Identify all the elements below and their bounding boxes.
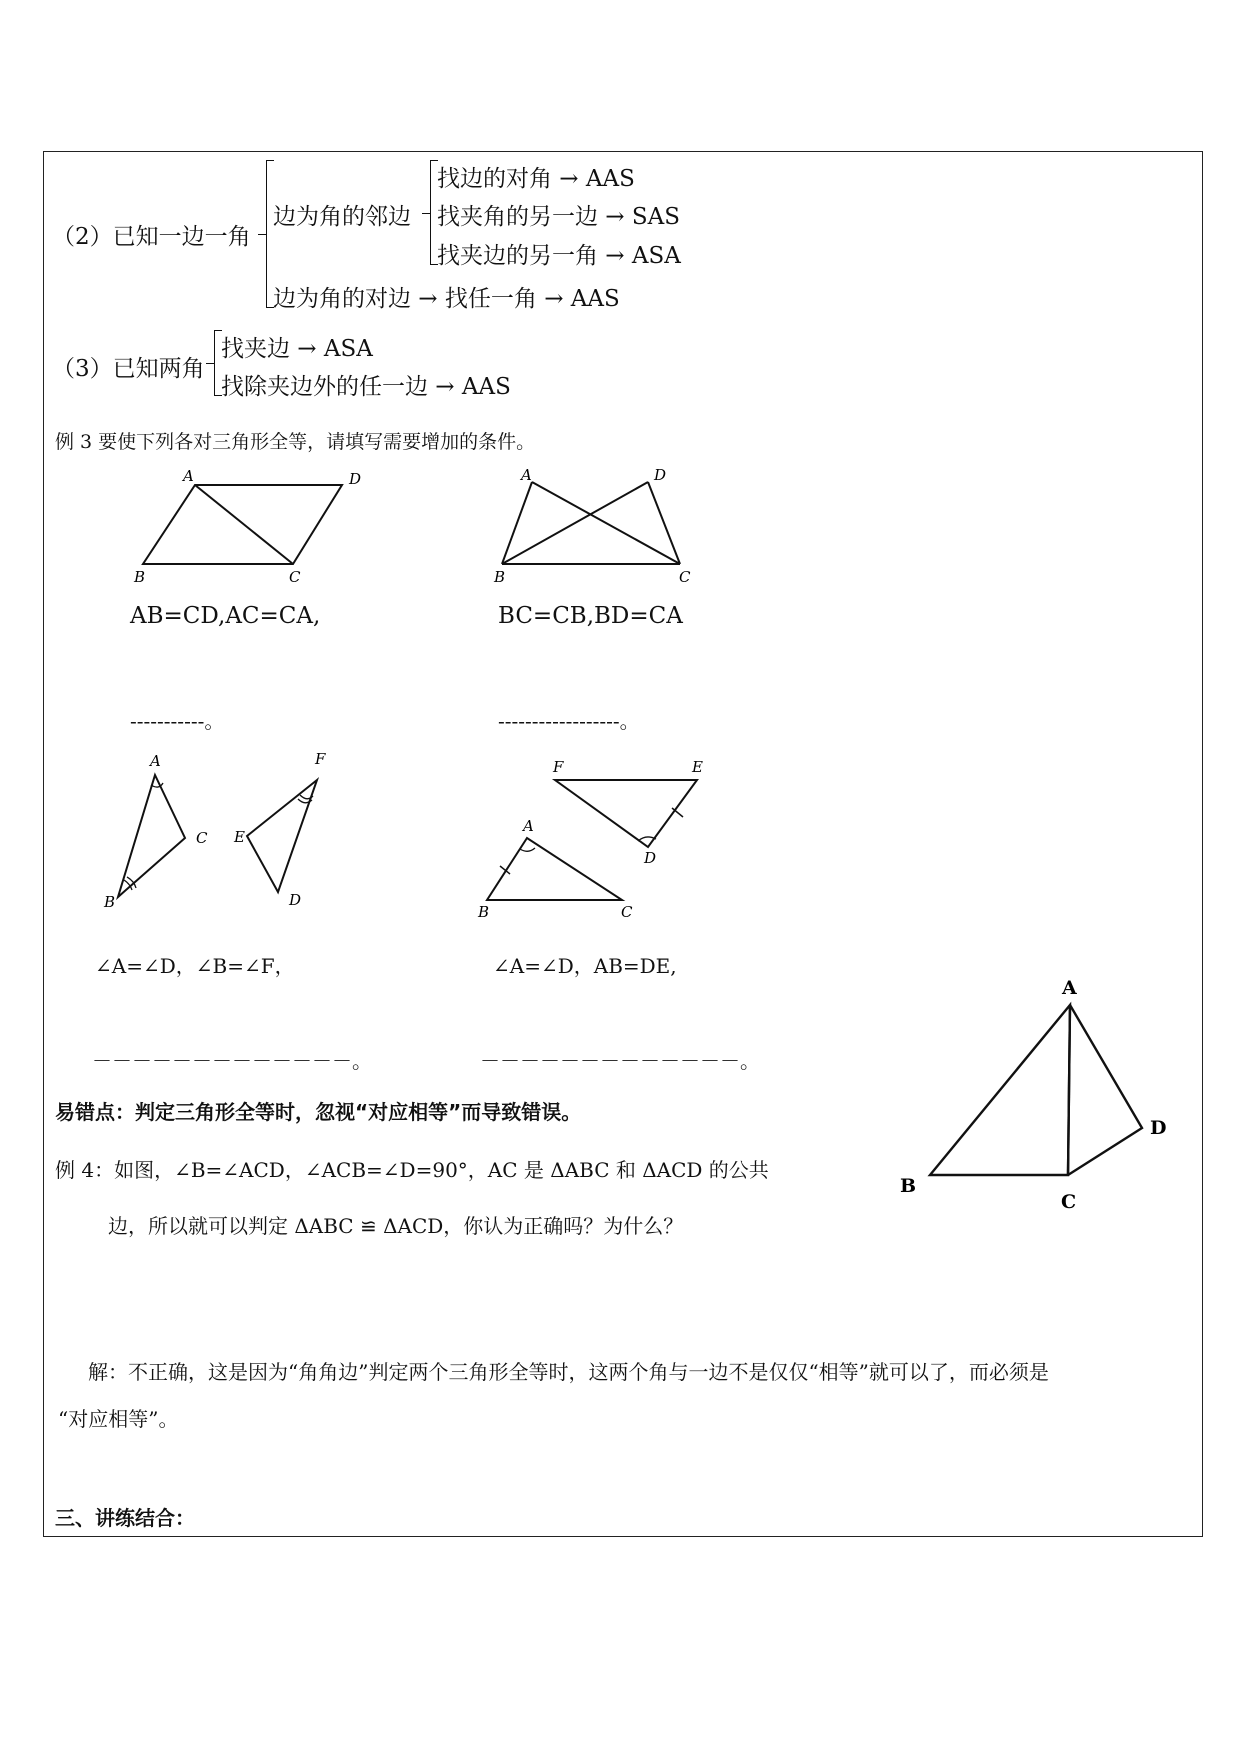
fig1-parallelogram (120, 467, 380, 586)
fig3-label-a: A (150, 752, 161, 770)
fig3-condition: ∠A=∠D，∠B=∠F， (95, 954, 295, 978)
fig5-label-a: A (1062, 977, 1077, 999)
solution-line1: 解：不正确，这是因为“角角边”判定两个三角形全等时，这两个角与一边不是仅仅“相等”就可以了，而必须是 (88, 1360, 1049, 1384)
fig5-label-c: C (1061, 1191, 1077, 1213)
case2-item-aas: 找边的对角 → AAS (437, 166, 635, 192)
case3-brace (214, 330, 215, 396)
fig4-label-b: B (478, 903, 490, 921)
fig1-label-d: D (349, 470, 362, 488)
fig4-label-a: A (523, 817, 534, 835)
fig3-label-f: F (315, 750, 326, 768)
case2-adjacent: 边为角的邻边 (273, 204, 411, 230)
case3-label: （3）已知两角 (52, 356, 205, 382)
fig5-label-d: D (1150, 1117, 1167, 1139)
fig4-label-f: F (553, 758, 564, 776)
fig3-label-e: E (234, 828, 245, 846)
case3-item-aas: 找除夹边外的任一边 → AAS (221, 374, 511, 400)
case2-brace (266, 160, 267, 308)
fig4-condition: ∠A=∠D，AB=DE, (493, 954, 677, 978)
fig1-label-c: C (289, 568, 301, 586)
example4-line2: 边，所以就可以判定 ΔABC ≌ ΔACD，你认为正确吗？为什么？ (108, 1214, 684, 1238)
fig3-label-d: D (289, 891, 302, 909)
fig4-blank: －－－－－－－－－－－－－。 (480, 1049, 760, 1073)
case2-opposite: 边为角的对边 → 找任一角 → AAS (273, 286, 620, 312)
fig2-label-b: B (494, 568, 506, 586)
fig2-label-d: D (654, 466, 667, 484)
case2-item-sas: 找夹角的另一边 → SAS (437, 204, 681, 230)
fig2-label-c: C (679, 568, 691, 586)
fig4-triangle-pair (475, 755, 725, 925)
fig3-triangle-pair (95, 750, 355, 910)
case2-adjacent-brace (430, 160, 431, 265)
example3-title: 例 3 要使下列各对三角形全等，请填写需要增加的条件。 (55, 431, 536, 453)
fig1-label-b: B (134, 568, 146, 586)
fig2-blank: ------------------。 (498, 709, 640, 733)
case2-item-asa: 找夹边的另一角 → ASA (437, 243, 681, 269)
case3-item-asa: 找夹边 → ASA (221, 336, 373, 362)
fig1-condition: AB=CD,AC=CA, (130, 603, 321, 629)
fig4-label-d: D (644, 849, 657, 867)
fig1-label-a: A (183, 467, 194, 485)
fig3-label-b: B (104, 893, 116, 911)
fig3-blank: －－－－－－－－－－－－－。 (92, 1049, 372, 1073)
fig2-crossed-triangles (490, 466, 710, 586)
section3-heading: 三、讲练结合： (55, 1506, 195, 1530)
case2-label: （2）已知一边一角 (52, 224, 251, 250)
solution-line2: “对应相等”。 (58, 1407, 179, 1431)
example4-line1: 例 4：如图，∠B=∠ACD，∠ACB=∠D=90°，AC 是 ΔABC 和 ΔACD 的公共 (55, 1158, 769, 1182)
fig2-condition: BC=CB,BD=CA (498, 603, 683, 629)
fig2-label-a: A (521, 466, 532, 484)
fig5-label-b: B (900, 1175, 917, 1197)
fig1-blank: -----------。 (130, 709, 225, 733)
fig4-label-e: E (692, 758, 703, 776)
pitfall-note: 易错点：判定三角形全等时，忽视“对应相等”而导致错误。 (55, 1100, 582, 1124)
example4-figure (900, 970, 1180, 1220)
fig3-label-c: C (196, 829, 208, 847)
fig4-label-c: C (621, 903, 633, 921)
